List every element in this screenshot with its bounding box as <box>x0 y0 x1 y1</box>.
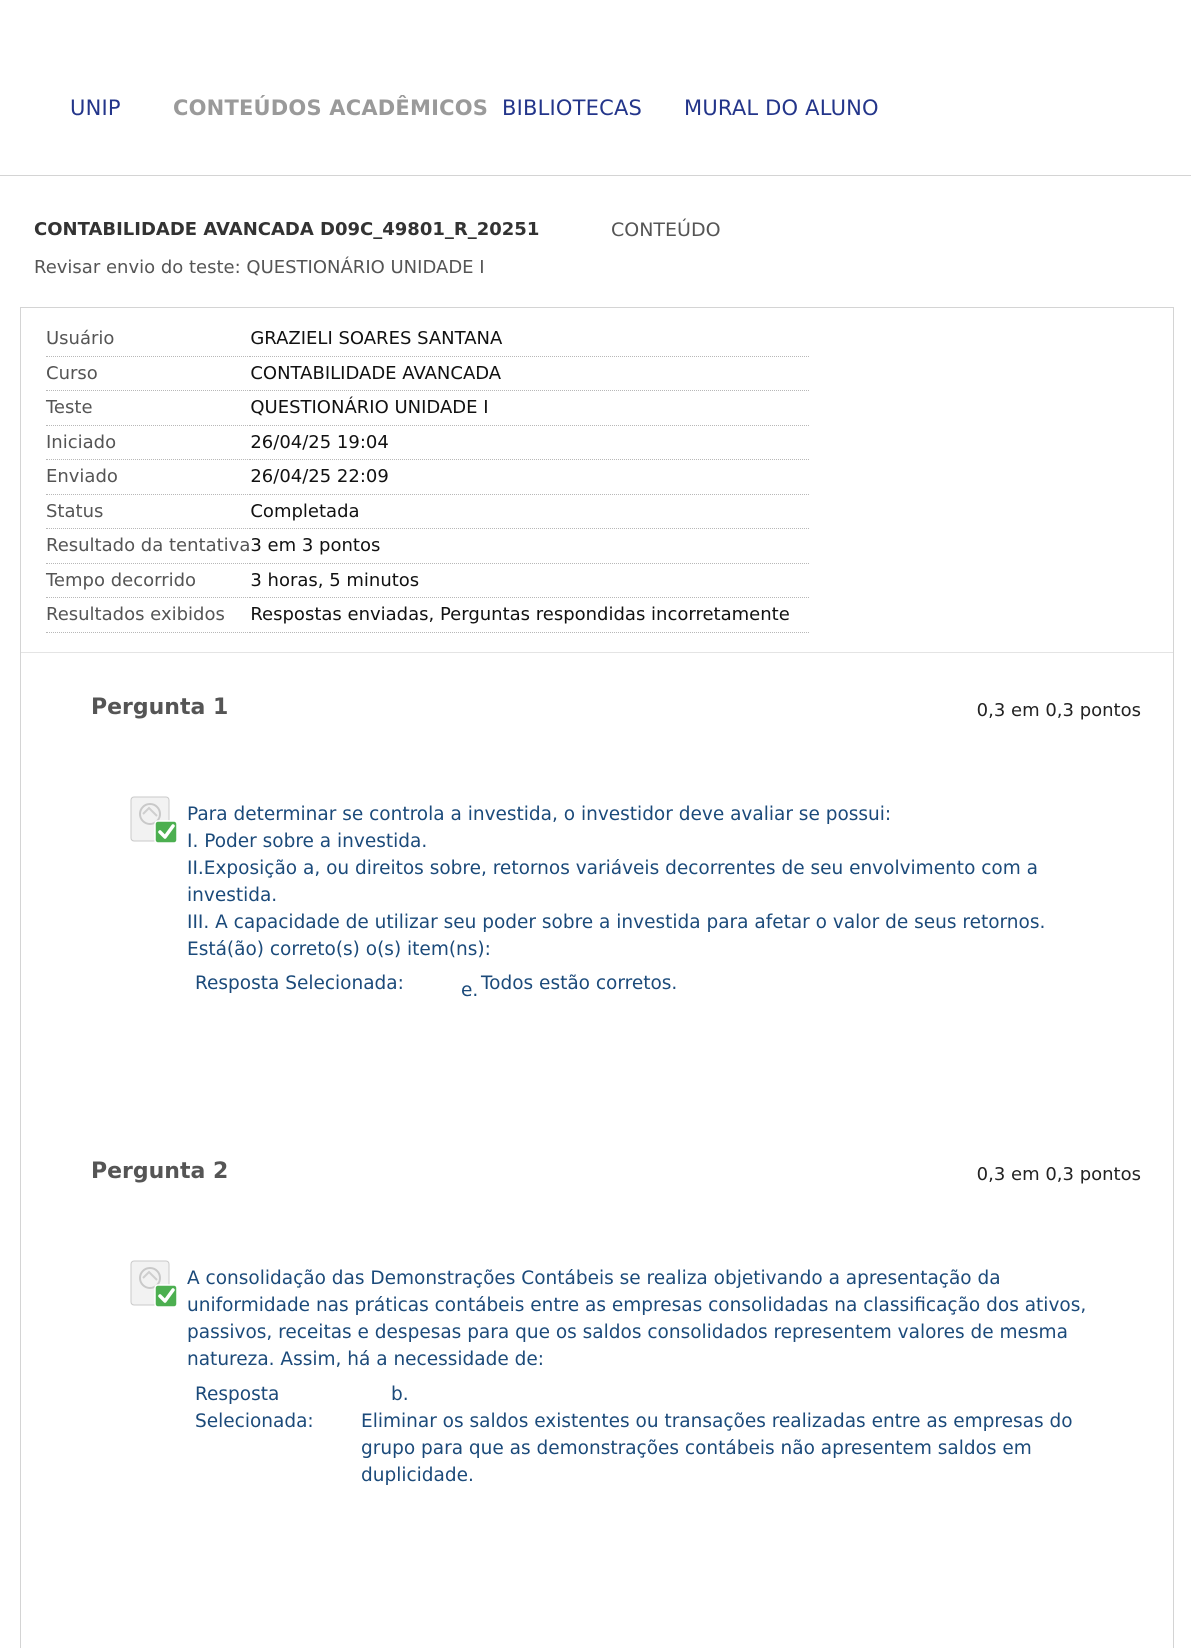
info-row <box>46 598 809 633</box>
answer-text <box>361 1408 1073 1489</box>
correct-check-icon <box>130 796 180 846</box>
question-title: Pergunta 2 <box>91 1159 229 1184</box>
info-value: 3 horas, 5 minutos <box>250 563 809 598</box>
question-line: Está(ão) correto(s) o(s) item(ns): <box>187 939 491 960</box>
info-label: Usuário <box>46 322 250 356</box>
question-text <box>187 801 1067 963</box>
info-value: 26/04/25 19:04 <box>250 425 809 460</box>
answer-label: Resposta <box>195 1384 280 1405</box>
nav-mural-do-aluno[interactable]: MURAL DO ALUNO <box>684 96 879 120</box>
answer-label: Selecionada: <box>195 1411 314 1432</box>
question-line: I. Poder sobre a investida. <box>187 831 428 852</box>
info-label: Iniciado <box>46 425 250 460</box>
content-link[interactable]: CONTEÚDO <box>611 219 721 241</box>
question-line: passivos, receitas e despesas para que os saldos consolidados representem valores de mesma <box>187 1322 1068 1343</box>
question-line: Para determinar se controla a investida, o investidor deve avaliar se possui: <box>187 804 892 825</box>
info-row <box>46 494 809 529</box>
info-row <box>46 529 809 564</box>
info-value: QUESTIONÁRIO UNIDADE I <box>250 391 809 426</box>
info-label: Teste <box>46 391 250 426</box>
info-label: Status <box>46 494 250 529</box>
correct-check-icon <box>130 1260 180 1310</box>
nav-conteudos-academicos[interactable]: CONTEÚDOS ACADÊMICOS <box>173 96 489 120</box>
question-points: 0,3 em 0,3 pontos <box>976 700 1141 721</box>
page-title: Revisar envio do teste: QUESTIONÁRIO UNIDADE I <box>34 257 485 278</box>
answer-letter: e. <box>461 980 479 1001</box>
question-line: A consolidação das Demonstrações Contábeis se realiza objetivando a apresentação da <box>187 1268 1001 1289</box>
course-title[interactable]: CONTABILIDADE AVANCADA D09C_49801_R_20251 <box>34 219 540 240</box>
question-line: uniformidade nas práticas contábeis entre as empresas consolidadas na classificação dos ativos, <box>187 1295 1087 1316</box>
attempt-info-table <box>46 322 809 633</box>
question-points: 0,3 em 0,3 pontos <box>976 1164 1141 1185</box>
info-label: Curso <box>46 356 250 391</box>
info-row <box>46 563 809 598</box>
info-label: Enviado <box>46 460 250 495</box>
answer-text: Todos estão corretos. <box>481 973 678 994</box>
question-2 <box>91 1159 1141 1519</box>
attempt-info <box>21 308 1173 653</box>
info-row <box>46 460 809 495</box>
question-line: natureza. Assim, há a necessidade de: <box>187 1349 544 1370</box>
info-value: 3 em 3 pontos <box>250 529 809 564</box>
question-text <box>187 1265 1087 1373</box>
info-label: Resultado da tentativa <box>46 529 250 564</box>
nav-bibliotecas[interactable]: BIBLIOTECAS <box>502 96 643 120</box>
info-value: GRAZIELI SOARES SANTANA <box>250 322 809 356</box>
review-panel <box>20 307 1174 1648</box>
info-row <box>46 391 809 426</box>
info-value: Respostas enviadas, Perguntas respondidas incorretamente <box>250 598 809 633</box>
answer-line: grupo para que as demonstrações contábeis não apresentem saldos em <box>361 1438 1032 1459</box>
info-row <box>46 425 809 460</box>
answer-letter: b. <box>391 1384 409 1405</box>
info-value: 26/04/25 22:09 <box>250 460 809 495</box>
answer-line: Eliminar os saldos existentes ou transações realizadas entre as empresas do <box>361 1411 1073 1432</box>
info-value: Completada <box>250 494 809 529</box>
answer-label: Resposta Selecionada: <box>195 973 404 994</box>
info-value: CONTABILIDADE AVANCADA <box>250 356 809 391</box>
top-navigation <box>0 0 1191 176</box>
question-line: III. A capacidade de utilizar seu poder sobre a investida para afetar o valor de seus retornos. <box>187 912 1046 933</box>
info-label: Resultados exibidos <box>46 598 250 633</box>
info-label: Tempo decorrido <box>46 563 250 598</box>
question-1 <box>91 695 1141 1001</box>
info-row <box>46 322 809 356</box>
answer-line: duplicidade. <box>361 1465 474 1486</box>
info-row <box>46 356 809 391</box>
nav-unip[interactable]: UNIP <box>70 96 121 120</box>
question-line: investida. <box>187 885 278 906</box>
question-line: II.Exposição a, ou direitos sobre, retornos variáveis decorrentes de seu envolvimento com a <box>187 858 1038 879</box>
question-title: Pergunta 1 <box>91 695 229 720</box>
